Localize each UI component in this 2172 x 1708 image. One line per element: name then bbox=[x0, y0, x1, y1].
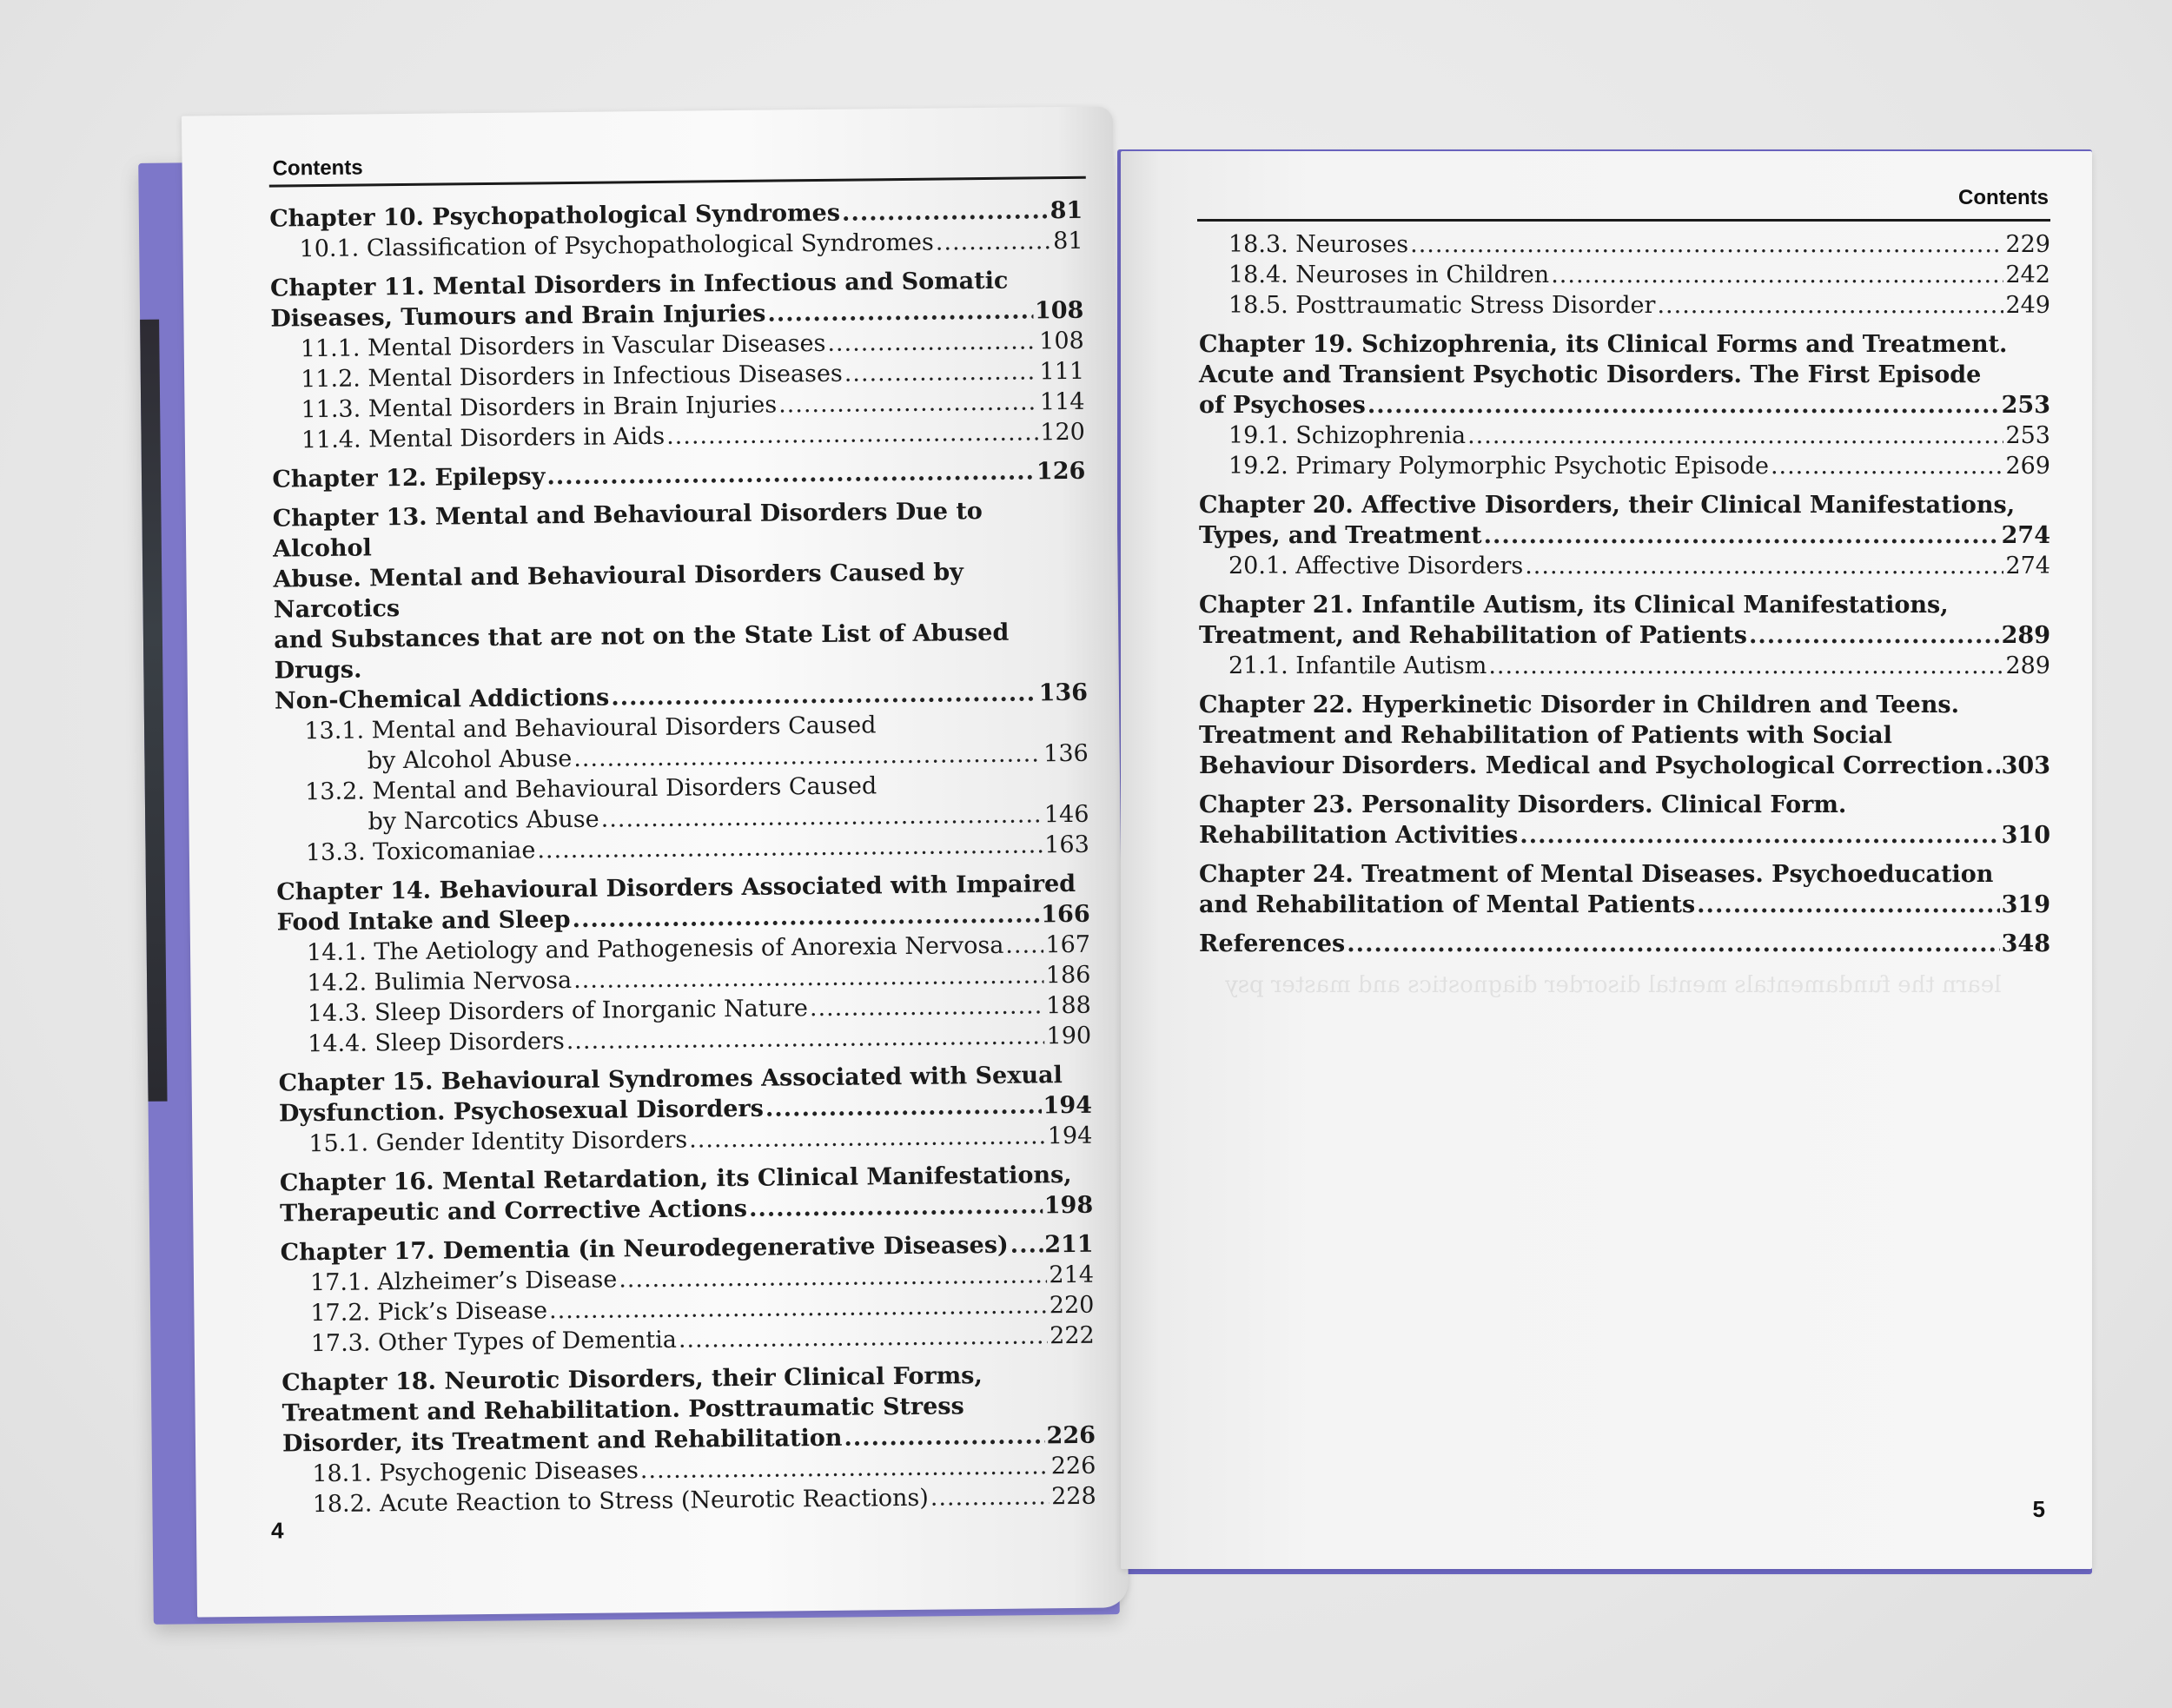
toc-entry-line: Treatment and Rehabilitation. Posttraumatic Stress bbox=[281, 1393, 964, 1427]
toc-chapter-entry bbox=[273, 495, 1089, 717]
dot-leader bbox=[1484, 520, 2000, 551]
toc-entry-title: Therapeutic and Corrective Actions bbox=[280, 1195, 748, 1228]
running-head: Contents bbox=[272, 156, 363, 181]
dot-leader bbox=[1410, 229, 2003, 260]
toc-section-entry bbox=[275, 769, 1089, 838]
toc-page-number: 194 bbox=[1043, 1091, 1093, 1120]
toc-entry-title: 18.1. Psychogenic Diseases bbox=[312, 1457, 639, 1488]
toc-chapter-entry bbox=[272, 456, 1085, 495]
toc-entry-line: Treatment and Rehabilitation of Patients with Social bbox=[1199, 722, 1892, 749]
toc-page-number: 253 bbox=[2001, 392, 2050, 419]
toc-entry-title: References bbox=[1199, 930, 1346, 957]
toc-entry-line: 13.2. Mental and Behavioural Disorders Caused bbox=[304, 772, 877, 806]
toc-section-entry bbox=[275, 708, 1089, 778]
toc-page-number: 228 bbox=[1050, 1482, 1096, 1511]
toc-section-entry bbox=[1199, 229, 2050, 260]
dot-leader bbox=[1010, 1229, 1043, 1260]
toc-entry-title: 21.1. Infantile Autism bbox=[1228, 652, 1487, 679]
toc-entry-line: Chapter 14. Behavioural Disorders Associated with Impaired bbox=[276, 870, 1076, 906]
dot-leader bbox=[844, 356, 1038, 388]
toc-chapter-entry bbox=[1199, 490, 2050, 551]
dot-leader bbox=[1005, 930, 1044, 960]
toc-entry-title: 18.2. Acute Reaction to Stress (Neurotic Reactions) bbox=[312, 1484, 929, 1519]
toc-page-number: 226 bbox=[1046, 1421, 1096, 1450]
toc-page-number: 194 bbox=[1047, 1122, 1093, 1150]
toc-entry-title: Types, and Treatment bbox=[1199, 522, 1482, 549]
toc-section-entry bbox=[1199, 420, 2050, 451]
toc-entry-line: Chapter 18. Neurotic Disorders, their Clinical Forms, bbox=[281, 1362, 983, 1397]
toc-entry-title: Disorder, its Treatment and Rehabilitation bbox=[281, 1424, 843, 1458]
toc-entry-title: 18.5. Posttraumatic Stress Disorder bbox=[1228, 292, 1656, 319]
dot-leader bbox=[1367, 390, 2000, 420]
toc-entry-line: Chapter 23. Personality Disorders. Clinical Form. bbox=[1199, 791, 1847, 818]
dot-leader bbox=[666, 417, 1039, 451]
toc-entry-title: 15.1. Gender Identity Disorders bbox=[308, 1126, 688, 1158]
dot-leader bbox=[936, 226, 1052, 257]
toc-page-number: 211 bbox=[1044, 1230, 1094, 1259]
dot-leader bbox=[679, 1321, 1049, 1354]
table-of-contents-left bbox=[269, 187, 1096, 1520]
toc-section-entry bbox=[1199, 451, 2050, 481]
toc-page-number: 226 bbox=[1050, 1452, 1096, 1480]
dot-leader bbox=[765, 1090, 1042, 1123]
toc-page-number: 188 bbox=[1046, 991, 1091, 1020]
dot-leader bbox=[546, 456, 1035, 492]
page-left bbox=[182, 106, 1129, 1617]
toc-chapter-entry bbox=[1199, 790, 2050, 851]
toc-page-number: 348 bbox=[2001, 930, 2050, 957]
dot-leader bbox=[1525, 551, 2003, 581]
dot-leader bbox=[573, 960, 1044, 996]
toc-entry-line: and Substances that are not on the State List of Abused Drugs. bbox=[274, 619, 1010, 685]
toc-entry-title: 14.4. Sleep Disorders bbox=[308, 1028, 565, 1058]
toc-chapter-entry bbox=[280, 1160, 1094, 1229]
toc-entry-title: 18.3. Neuroses bbox=[1228, 231, 1409, 258]
toc-entry-title: and Rehabilitation of Mental Patients bbox=[1199, 891, 1696, 918]
toc-entry-title: by Alcohol Abuse bbox=[367, 745, 573, 775]
toc-entry-title: Chapter 17. Dementia (in Neurodegenerative Diseases) bbox=[280, 1231, 1009, 1267]
dot-leader bbox=[778, 387, 1038, 420]
toc-entry-title: Diseases, Tumours and Brain Injuries bbox=[270, 300, 766, 333]
dot-leader bbox=[640, 1451, 1050, 1486]
toc-entry-title: of Psychoses bbox=[1199, 392, 1366, 419]
toc-page-number: 229 bbox=[2005, 231, 2050, 258]
dot-leader bbox=[1749, 620, 2000, 651]
toc-entry-title: 10.1. Classification of Psychopathological Syndromes bbox=[299, 228, 934, 263]
dot-leader bbox=[1347, 929, 1999, 959]
toc-entry-line: Abuse. Mental and Behavioural Disorders Caused by Narcotics bbox=[273, 559, 963, 624]
toc-page-number: 253 bbox=[2005, 422, 2050, 449]
toc-chapter-entry bbox=[1199, 859, 2050, 920]
toc-entry-title: 14.1. The Aetiology and Pathogenesis of Anorexia Nervosa bbox=[306, 931, 1004, 967]
dot-leader bbox=[1488, 651, 2003, 681]
toc-page-number: 289 bbox=[2005, 652, 2050, 679]
toc-entry-line: Chapter 16. Mental Retardation, its Clinical Manifestations, bbox=[279, 1161, 1072, 1197]
page-right bbox=[1121, 151, 2092, 1569]
cover-artwork-strip bbox=[140, 320, 167, 1102]
toc-entry-line: Acute and Transient Psychotic Disorders. The First Episode bbox=[1199, 361, 1982, 388]
toc-page-number: 214 bbox=[1049, 1261, 1095, 1289]
toc-entry-title: 14.3. Sleep Disorders of Inorganic Nature bbox=[307, 995, 809, 1028]
toc-page-number: 108 bbox=[1034, 296, 1084, 325]
dot-leader bbox=[1771, 451, 2004, 481]
toc-page-number: 114 bbox=[1039, 387, 1085, 416]
toc-page-number: 249 bbox=[2005, 292, 2050, 319]
toc-page-number: 81 bbox=[1050, 196, 1083, 225]
toc-entry-title: by Narcotics Abuse bbox=[368, 805, 599, 836]
dot-leader bbox=[1467, 420, 2003, 451]
toc-page-number: 310 bbox=[2001, 822, 2050, 849]
toc-entry-line: Chapter 21. Infantile Autism, its Clinical Manifestations, bbox=[1199, 592, 1949, 619]
toc-page-number: 186 bbox=[1045, 961, 1091, 990]
toc-chapter-entry bbox=[281, 1360, 1096, 1460]
toc-entry-title: 11.3. Mental Disorders in Brain Injuries bbox=[301, 391, 778, 424]
dot-leader bbox=[573, 738, 1042, 774]
dot-leader bbox=[1697, 890, 1999, 920]
toc-entry-title: Chapter 12. Epilepsy bbox=[272, 463, 546, 493]
dot-leader bbox=[600, 799, 1043, 834]
toc-page-number: 136 bbox=[1038, 679, 1089, 707]
toc-entry-title: Non-Chemical Addictions bbox=[274, 684, 610, 715]
dot-leader bbox=[749, 1190, 1043, 1224]
toc-section-entry bbox=[1199, 290, 2050, 321]
toc-entry-line: Chapter 22. Hyperkinetic Disorder in Children and Teens. bbox=[1199, 692, 1959, 718]
toc-entry-title: 17.3. Other Types of Dementia bbox=[310, 1326, 678, 1358]
toc-page-number: 303 bbox=[2001, 752, 2050, 779]
toc-section-entry bbox=[1199, 551, 2050, 581]
dot-leader bbox=[537, 830, 1043, 865]
toc-page-number: 274 bbox=[2005, 553, 2050, 579]
toc-page-number: 167 bbox=[1045, 930, 1091, 959]
toc-section-entry bbox=[1199, 260, 2050, 290]
toc-entry-line: Chapter 19. Schizophrenia, its Clinical Forms and Treatment. bbox=[1199, 331, 2008, 358]
dot-leader bbox=[549, 1290, 1048, 1326]
toc-page-number: 242 bbox=[2005, 261, 2050, 288]
dot-leader bbox=[611, 678, 1037, 712]
dot-leader bbox=[810, 990, 1045, 1023]
toc-page-number: 269 bbox=[2005, 453, 2050, 480]
page-number: 5 bbox=[2032, 1496, 2045, 1522]
toc-entry-title: 14.2. Bulimia Nervosa bbox=[307, 967, 573, 997]
toc-entry-line: Chapter 13. Mental and Behavioural Disorders Due to Alcohol bbox=[272, 498, 983, 563]
dot-leader bbox=[619, 1260, 1048, 1294]
header-rule bbox=[269, 176, 1086, 188]
toc-page-number: 136 bbox=[1043, 739, 1089, 768]
dot-leader bbox=[767, 295, 1033, 328]
toc-section-entry bbox=[1199, 651, 2050, 681]
toc-page-number: 319 bbox=[2001, 891, 2050, 918]
toc-entry-title: Rehabilitation Activities bbox=[1199, 822, 1519, 849]
toc-entry-line: Chapter 15. Behavioural Syndromes Associated with Sexual bbox=[278, 1062, 1063, 1097]
toc-chapter-entry bbox=[1199, 590, 2050, 651]
dot-leader bbox=[827, 326, 1037, 359]
toc-chapter-entry bbox=[1199, 929, 2050, 959]
toc-page-number: 222 bbox=[1050, 1321, 1095, 1350]
toc-page-number: 108 bbox=[1039, 327, 1084, 355]
dot-leader bbox=[1985, 751, 2000, 781]
toc-page-number: 120 bbox=[1040, 418, 1086, 447]
toc-entry-title: Behaviour Disorders. Medical and Psychological Correction bbox=[1199, 752, 1984, 779]
toc-chapter-entry bbox=[1199, 690, 2050, 781]
running-head: Contents bbox=[1958, 186, 2049, 209]
toc-page-number: 126 bbox=[1036, 457, 1086, 486]
toc-page-number: 81 bbox=[1053, 227, 1083, 255]
toc-page-number: 111 bbox=[1039, 357, 1085, 386]
page-number: 4 bbox=[270, 1517, 284, 1544]
toc-entry-title: 20.1. Affective Disorders bbox=[1228, 553, 1524, 579]
dot-leader bbox=[842, 195, 1049, 228]
toc-entry-title: 19.2. Primary Polymorphic Psychotic Episode bbox=[1228, 453, 1769, 480]
toc-chapter-entry bbox=[270, 265, 1084, 334]
dot-leader bbox=[1657, 290, 2003, 321]
toc-chapter-entry bbox=[278, 1060, 1092, 1129]
toc-entry-title: 11.2. Mental Disorders in Infectious Diseases bbox=[301, 360, 843, 394]
toc-page-number: 289 bbox=[2001, 622, 2050, 649]
toc-entry-line: 13.1. Mental and Behavioural Disorders Caused bbox=[304, 712, 877, 745]
header-rule bbox=[1197, 219, 2050, 222]
toc-entry-title: 11.4. Mental Disorders in Aids bbox=[301, 422, 666, 454]
toc-entry-line: Chapter 20. Affective Disorders, their Clinical Manifestations, bbox=[1199, 492, 2016, 519]
toc-page-number: 198 bbox=[1043, 1191, 1094, 1220]
toc-page-number: 163 bbox=[1044, 831, 1089, 859]
dot-leader bbox=[844, 1420, 1045, 1453]
dot-leader bbox=[1520, 820, 1999, 851]
dot-leader bbox=[566, 1021, 1045, 1056]
toc-chapter-entry bbox=[276, 869, 1090, 938]
toc-entry-title: Chapter 10. Psychopathological Syndromes bbox=[269, 199, 841, 233]
toc-entry-title: Treatment, and Rehabilitation of Patients bbox=[1199, 622, 1747, 649]
toc-entry-line: Chapter 11. Mental Disorders in Infectious and Somatic bbox=[269, 267, 1009, 302]
dot-leader bbox=[1551, 260, 2003, 290]
dot-leader bbox=[689, 1121, 1046, 1155]
toc-entry-title: 17.2. Pick’s Disease bbox=[310, 1297, 548, 1327]
toc-entry-title: Dysfunction. Psychosexual Disorders bbox=[278, 1095, 765, 1128]
dot-leader bbox=[572, 899, 1039, 935]
toc-entry-line: Chapter 24. Treatment of Mental Diseases. Psychoeducation bbox=[1199, 861, 1994, 888]
toc-page-number: 146 bbox=[1043, 800, 1089, 829]
toc-entry-title: 19.1. Schizophrenia bbox=[1228, 422, 1467, 449]
toc-page-number: 166 bbox=[1041, 900, 1090, 929]
table-of-contents-right bbox=[1199, 229, 2050, 959]
toc-entry-title: 18.4. Neuroses in Children bbox=[1228, 261, 1550, 288]
dot-leader bbox=[930, 1481, 1050, 1513]
toc-page-number: 190 bbox=[1046, 1022, 1092, 1050]
toc-page-number: 274 bbox=[2001, 522, 2050, 549]
toc-entry-title: Food Intake and Sleep bbox=[276, 906, 571, 937]
toc-entry-title: 17.1. Alzheimer’s Disease bbox=[309, 1266, 618, 1297]
toc-entry-title: 11.1. Mental Disorders in Vascular Diseases bbox=[300, 329, 826, 363]
toc-page-number: 220 bbox=[1049, 1291, 1095, 1320]
show-through-text: learn the fundamentals mental disorder diagnostics and master psy bbox=[1225, 972, 2002, 998]
toc-entry-title: 13.3. Toxicomaniae bbox=[305, 837, 536, 867]
toc-chapter-entry bbox=[1199, 329, 2050, 420]
